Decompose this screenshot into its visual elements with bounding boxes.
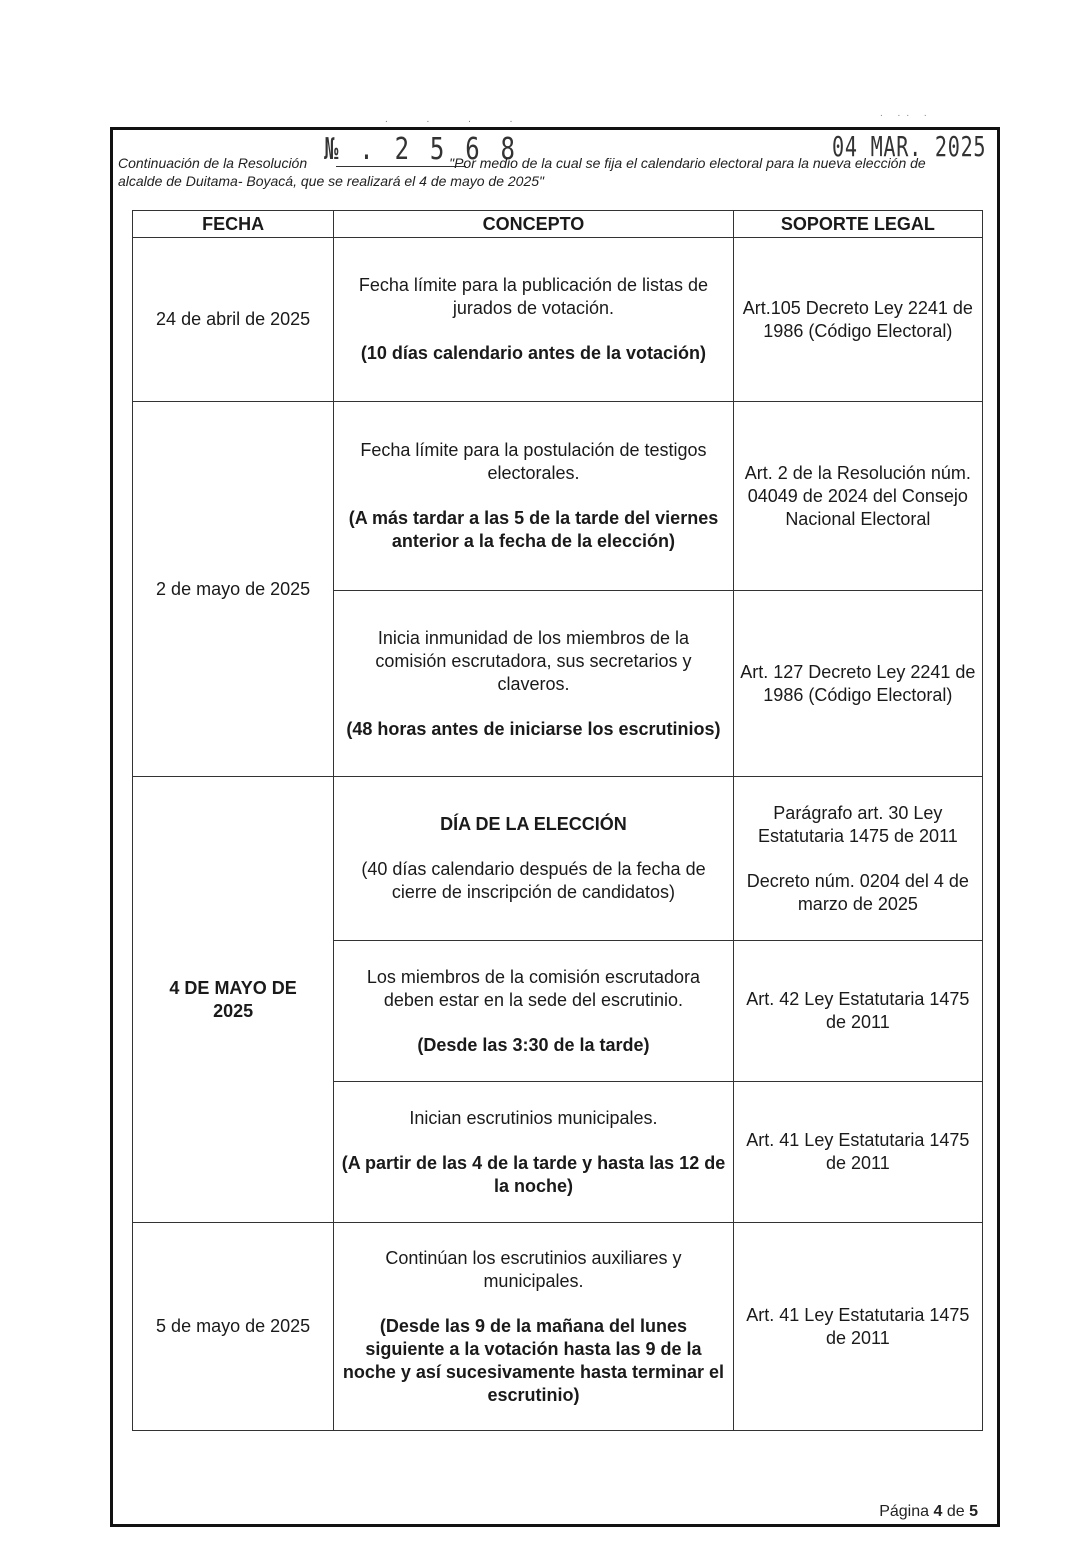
page-label: Página: [879, 1503, 930, 1520]
table-header-row: [133, 211, 983, 238]
cell-soporte-legal: [733, 1223, 982, 1431]
concepto-text: Inician escrutinios municipales.: [409, 1107, 658, 1128]
cell-fecha: 24 de abril de 2025: [133, 238, 334, 402]
cell-soporte-legal: [733, 238, 982, 402]
cell-concepto: [334, 1082, 733, 1223]
document-header: [118, 154, 1002, 190]
page-current: 4: [933, 1503, 943, 1520]
concepto-text: Continúan los escrutinios auxiliares y municipales.: [385, 1247, 682, 1291]
header-description-2: alcalde de Duitama- Boyacá, que se realizará el 4 de mayo de 2025": [118, 173, 545, 189]
page-number: [879, 1503, 978, 1521]
cell-soporte-legal: [733, 1082, 982, 1223]
header-line-1: [118, 154, 1002, 172]
concepto-note: (10 días calendario antes de la votación): [360, 343, 707, 363]
concepto-note: (A más tardar a las 5 de la tarde del viernes anterior a la fecha de la elección): [348, 508, 719, 551]
cell-fecha: 5 de mayo de 2025: [133, 1223, 334, 1431]
cell-soporte-legal: [733, 402, 982, 591]
cell-soporte-legal: [733, 941, 982, 1082]
spacer: [340, 1293, 726, 1315]
cell-concepto: [334, 238, 733, 402]
concepto-title: DÍA DE LA ELECCIÓN: [440, 814, 627, 834]
soporte-text: Parágrafo art. 30 Ley Estatutaria 1475 de 2011: [757, 802, 958, 846]
concepto-note: (Desde las 9 de la mañana del lunes siguiente a la votación hasta las 9 de la noche y así sucesivamente hasta terminar el escrutinio): [342, 1315, 725, 1405]
soporte-text: Art. 41 Ley Estatutaria 1475 de 2011: [746, 1130, 970, 1173]
concepto-note: (Desde las 3:30 de la tarde): [417, 1034, 650, 1055]
cell-fecha: 2 de mayo de 2025: [133, 402, 334, 777]
cell-concepto: [334, 1223, 733, 1431]
column-header-concepto: CONCEPTO: [334, 211, 733, 238]
soporte-text: Art.105 Decreto Ley 2241 de 1986 (Código Electoral): [742, 297, 973, 341]
spacer: [340, 320, 726, 342]
concepto-text: Fecha límite para la postulación de testigos electorales.: [360, 440, 707, 483]
table-row: [133, 402, 983, 591]
cell-concepto: [334, 941, 733, 1082]
concepto-text: Inicia inmunidad de los miembros de la comisión escrutadora, sus secretarios y claveros.: [375, 627, 692, 694]
page-of: de: [946, 1503, 965, 1520]
header-prefix: Continuación de la Resolución: [118, 155, 308, 171]
soporte-text: Decreto núm. 0204 del 4 de marzo de 2025: [746, 870, 969, 914]
spacer: [340, 696, 726, 718]
soporte-text: Art. 41 Ley Estatutaria 1475 de 2011: [746, 1304, 970, 1348]
spacer: [340, 836, 726, 858]
column-header-fecha: FECHA: [133, 211, 334, 238]
column-header-soporte: SOPORTE LEGAL: [733, 211, 982, 238]
soporte-text: Art. 42 Ley Estatutaria 1475 de 2011: [746, 989, 970, 1032]
header-description-1: "Por medio de la cual se fija el calendario electoral para la nueva elección de: [449, 155, 926, 171]
concepto-text: Los miembros de la comisión escrutadora deben estar en la sede del escrutinio.: [366, 966, 701, 1010]
concepto-text: Fecha límite para la publicación de listas de jurados de votación.: [358, 275, 709, 318]
cell-concepto: [334, 402, 733, 591]
concepto-text: (40 días calendario después de la fecha de cierre de inscripción de candidatos): [361, 859, 706, 902]
table-row: [133, 777, 983, 941]
cell-concepto: [334, 591, 733, 777]
table-row: [133, 238, 983, 402]
soporte-text: Art. 127 Decreto Ley 2241 de 1986 (Código Electoral): [740, 661, 976, 705]
cell-soporte-legal: [733, 591, 982, 777]
date-stamp: 04 MAR. 2025: [832, 130, 987, 163]
spacer: [740, 848, 976, 870]
spacer: [340, 1130, 726, 1152]
cell-soporte-legal: [733, 777, 982, 941]
resolution-number-stamp: № . 2 5 6 8: [324, 132, 519, 167]
electoral-calendar-table: [132, 210, 983, 1431]
spacer: [340, 1012, 726, 1034]
table-row: [133, 1223, 983, 1431]
soporte-text: Art. 2 de la Resolución núm. 04049 de 2024 del Consejo Nacional Electoral: [744, 462, 971, 529]
cell-concepto: [334, 777, 733, 941]
cell-fecha: 4 DE MAYO DE 2025: [133, 777, 334, 1223]
concepto-note: (A partir de las 4 de la tarde y hasta las 12 de la noche): [341, 1152, 726, 1196]
spacer: [340, 485, 726, 507]
concepto-note: (48 horas antes de iniciarse los escrutinios): [346, 718, 721, 739]
page-total: 5: [969, 1503, 978, 1520]
scan-specks: . . . .: [385, 114, 531, 125]
scan-specks: . .. .: [880, 108, 933, 119]
